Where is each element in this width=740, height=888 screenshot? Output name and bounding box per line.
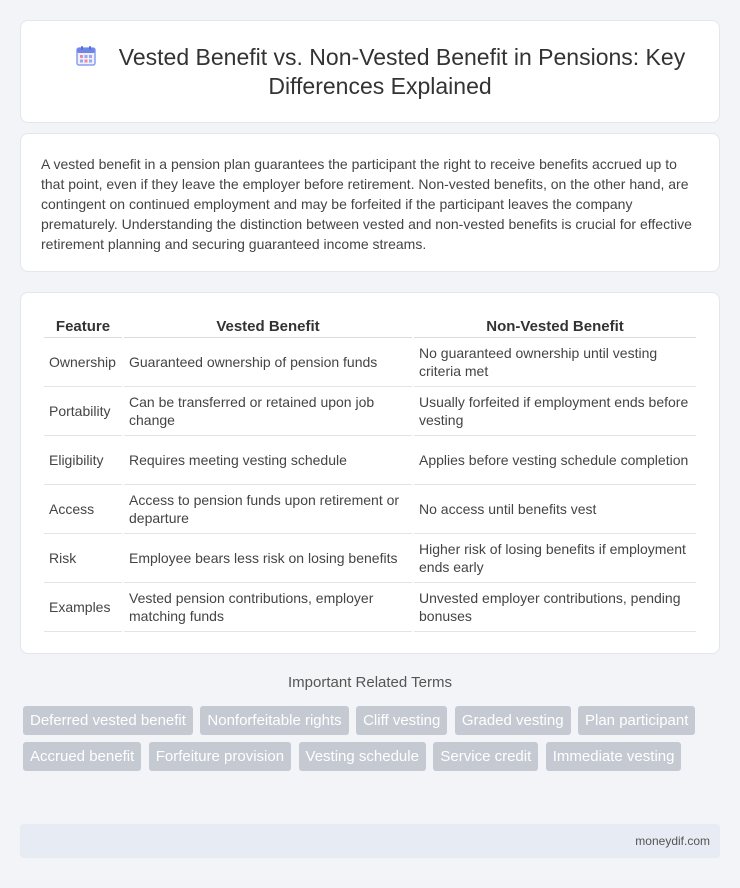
- related-term-tag[interactable]: Cliff vesting: [356, 706, 447, 735]
- non-vested-cell: Unvested employer contributions, pending bonuses: [414, 583, 696, 632]
- table-row: [44, 534, 696, 583]
- related-terms-list: [23, 706, 713, 778]
- page-title-wrap: [61, 43, 699, 101]
- footer-site[interactable]: moneydif.com: [635, 834, 710, 848]
- comparison-table: [42, 316, 698, 632]
- vested-cell: Guaranteed ownership of pension funds: [124, 338, 412, 387]
- feature-cell: Portability: [44, 387, 122, 436]
- table-row: [44, 485, 696, 534]
- table-header-row: [44, 316, 696, 338]
- non-vested-cell: No guaranteed ownership until vesting criteria met: [414, 338, 696, 387]
- related-term-tag[interactable]: Vesting schedule: [299, 742, 426, 771]
- non-vested-cell: Usually forfeited if employment ends before vesting: [414, 387, 696, 436]
- vested-cell: Requires meeting vesting schedule: [124, 436, 412, 485]
- related-term-tag[interactable]: Immediate vesting: [546, 742, 682, 771]
- table-row: [44, 583, 696, 632]
- vested-cell: Access to pension funds upon retirement or departure: [124, 485, 412, 534]
- feature-cell: Ownership: [44, 338, 122, 387]
- header-non-vested: Non-Vested Benefit: [414, 316, 696, 338]
- related-term-tag[interactable]: Plan participant: [578, 706, 695, 735]
- header-feature: Feature: [44, 316, 122, 338]
- related-terms-heading: Important Related Terms: [288, 674, 452, 691]
- related-term-tag[interactable]: Accrued benefit: [23, 742, 141, 771]
- calendar-icon: [75, 45, 97, 67]
- footer-bar: [20, 824, 720, 858]
- table-row: [44, 387, 696, 436]
- feature-cell: Examples: [44, 583, 122, 632]
- related-term-tag[interactable]: Service credit: [433, 742, 538, 771]
- table-row: [44, 436, 696, 485]
- intro-paragraph: A vested benefit in a pension plan guarantees the participant the right to receive benefits accrued up to that point, even if they leave the employer before retirement. Non-vested benefits, on the other hand, are contingent on continued employment and may be forfeited if the participant leaves the company prematurely. Understanding the distinction between vested and non-vested benefits is crucial for effective retirement planning and securing guaranteed income streams.: [41, 156, 692, 252]
- table-row: [44, 338, 696, 387]
- feature-cell: Access: [44, 485, 122, 534]
- vested-cell: Employee bears less risk on losing benefits: [124, 534, 412, 583]
- vested-cell: Vested pension contributions, employer matching funds: [124, 583, 412, 632]
- related-term-tag[interactable]: Nonforfeitable rights: [200, 706, 348, 735]
- page-title: Vested Benefit vs. Non-Vested Benefit in Pensions: Key Differences Explained: [118, 44, 686, 99]
- feature-cell: Eligibility: [44, 436, 122, 485]
- related-term-tag[interactable]: Forfeiture provision: [149, 742, 291, 771]
- intro-card: [20, 133, 720, 272]
- comparison-table-card: [20, 292, 720, 654]
- non-vested-cell: Applies before vesting schedule completion: [414, 436, 696, 485]
- header-vested: Vested Benefit: [124, 316, 412, 338]
- non-vested-cell: No access until benefits vest: [414, 485, 696, 534]
- non-vested-cell: Higher risk of losing benefits if employment ends early: [414, 534, 696, 583]
- related-term-tag[interactable]: Graded vesting: [455, 706, 571, 735]
- feature-cell: Risk: [44, 534, 122, 583]
- related-term-tag[interactable]: Deferred vested benefit: [23, 706, 193, 735]
- title-card: [20, 20, 720, 123]
- vested-cell: Can be transferred or retained upon job change: [124, 387, 412, 436]
